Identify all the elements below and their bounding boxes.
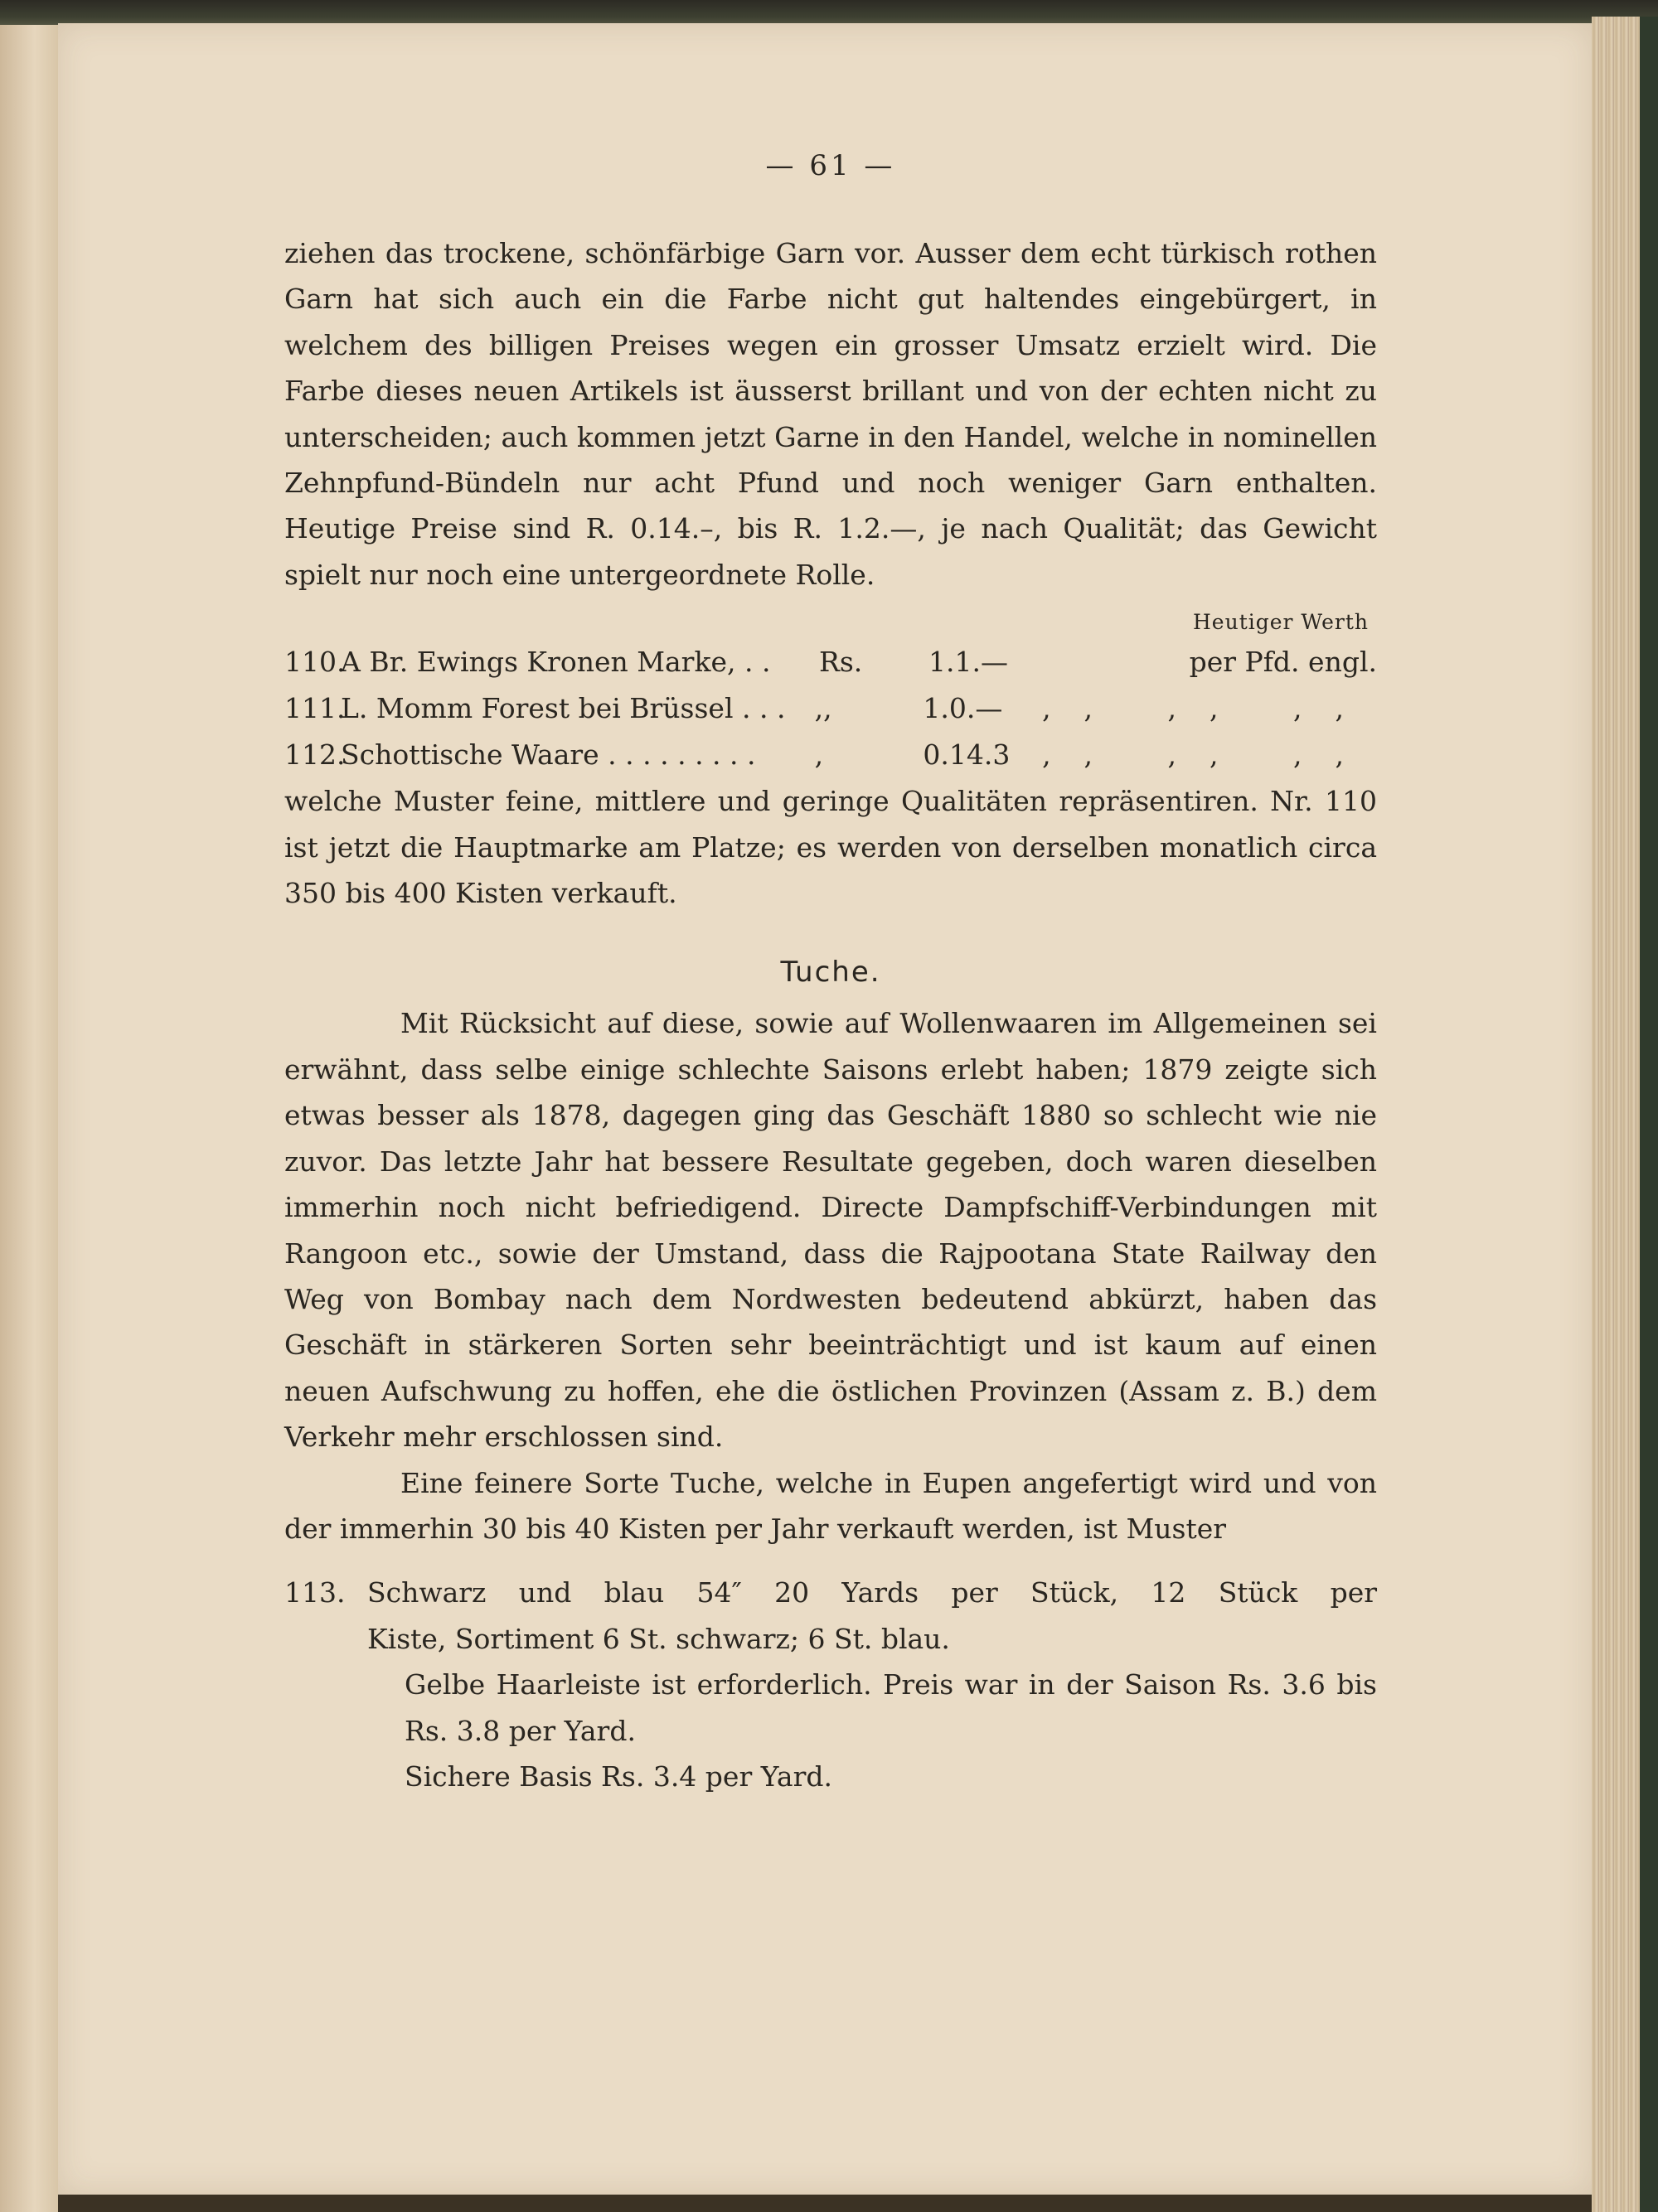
book-cover-edge [1640, 17, 1658, 2212]
price-table-header: Heutiger Werth [1193, 610, 1369, 635]
price-table-row [284, 639, 1377, 685]
intro-paragraph: ziehen das trockene, schönfärbige Garn vor. Ausser dem echt türkisch rothen Garn hat sich auch ein die Farbe nicht gut haltendes eingebürgert, in welchem des billigen Preises wegen ein grosser Umsatz erzielt wird. Die Farbe dieses neuen Artikels ist äusserst brillant und von der echten nicht zu unterscheiden; auch kommen jetzt Garne in den Handel, welche in nominellen Zehnpfund-Bündeln nur acht Pfund und noch weniger Garn enthalten. Heutige Preise sind R. 0.14.–, bis R. 1.2.—, je nach Qualität; das Gewicht spielt nur noch eine untergeordnete Rolle. [284, 237, 1377, 591]
entry-line-2: Kiste, Sortiment 6 St. schwarz; 6 St. blau. [367, 1622, 950, 1655]
item-unit: per Pfd. engl. [1189, 646, 1377, 679]
section-heading: Tuche. [780, 956, 881, 990]
item-price: 1.1.— [928, 646, 1008, 679]
item-currency: , [814, 738, 824, 772]
item-unit: ,, ,, ,, [1042, 692, 1377, 725]
item-number: 110. [284, 646, 346, 679]
price-table-row [284, 685, 1377, 732]
tuche-paragraph-2: Eine feinere Sorte Tuche, welche in Eupen angefertigt wird und von der immerhin 30 bis 40 Kisten per Jahr verkauft werden, ist Muster [284, 1466, 1377, 1545]
entry-note-2: Sichere Basis Rs. 3.4 per Yard. [405, 1759, 832, 1793]
entry-113 [284, 1570, 1377, 1799]
entry-number: 113. [284, 1576, 346, 1609]
item-price: 1.0.— [923, 692, 1003, 725]
item-currency: Rs. [819, 646, 863, 679]
item-currency: ,, [814, 692, 832, 725]
item-number: 111. [284, 692, 346, 725]
left-page-edge [0, 25, 58, 2212]
page-number: — 61 — [765, 149, 896, 182]
entry-note-1: Gelbe Haarleiste ist erforderlich. Preis war in der Saison Rs. 3.6 bis Rs. 3.8 per Yard. [405, 1668, 1377, 1747]
entry-line-1: Schwarz und blau 54″ 20 Yards per Stück, 12 Stück per [367, 1576, 1377, 1609]
entry-113-first-line [284, 1570, 1377, 1615]
item-name: A Br. Ewings Kronen Marke, . . [341, 646, 771, 679]
item-number: 112. [284, 738, 346, 772]
item-price: 0.14.3 [923, 738, 1011, 772]
item-name: L. Momm Forest bei Brüssel . . . [341, 692, 786, 725]
tuche-paragraph-1: Mit Rücksicht auf diese, sowie auf Wollenwaaren im Allgemeinen sei erwähnt, dass selbe einige schlechte Saisons erlebt haben; 1879 zeigte sich etwas besser als 1878, dagegen ging das Geschäft 1880 so schlecht wie nie zuvor. Das letzte Jahr hat bessere Resultate gegeben, doch waren dieselben immerhin noch nicht befriedigend. Directe Dampfschiff-Verbindungen mit Rangoon etc., sowie der Umstand, dass die Rajpootana State Railway den Weg von Bombay nach dem Nordwesten bedeutend abkürzt, haben das Geschäft in stärkeren Sorten sehr beeinträchtigt und ist kaum auf einen neuen Aufschwung zu hoffen, ehe die östlichen Provinzen (Assam z. B.) dem Verkehr mehr erschlossen sind. [284, 1007, 1377, 1454]
price-table-row [284, 732, 1377, 778]
page-content [284, 149, 1377, 1799]
item-unit: ,, ,, ,, [1042, 738, 1377, 772]
after-table-paragraph: welche Muster feine, mittlere und geringe Qualitäten repräsentiren. Nr. 110 ist jetzt die Hauptmarke am Platze; es werden von derselben monatlich circa 350 bis 400 Kisten verkauft. [284, 785, 1377, 910]
item-name: Schottische Waare . . . . . . . . . [341, 738, 756, 772]
